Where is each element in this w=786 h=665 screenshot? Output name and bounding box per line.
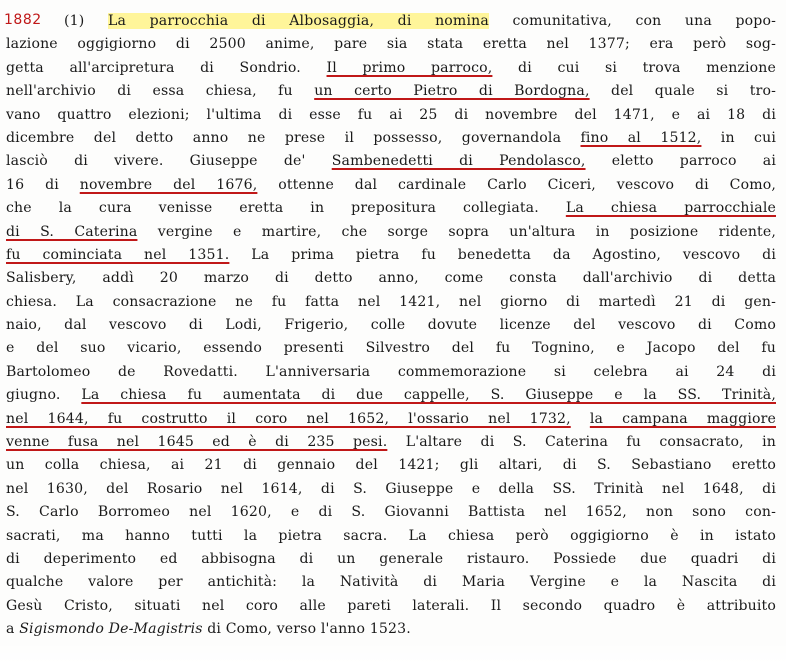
text-line	[6, 314, 776, 337]
text-run: (1)	[64, 13, 108, 29]
text-run: getta all'arcipretura di Sondrio.	[6, 59, 327, 76]
underlined-phrase: Sambenedetti di Pendolasco,	[331, 153, 586, 170]
text-run: lasciò di vivere. Giuseppe de'	[6, 153, 332, 170]
text-run: giugno.	[6, 387, 82, 404]
text-line	[6, 478, 776, 501]
underlined-phrase: fino al 1512,	[580, 129, 702, 146]
text-run	[571, 411, 590, 427]
text-line	[6, 267, 776, 290]
text-run: vergine e martire, che sorge sopra un'altura in posizione ridente,	[137, 223, 776, 240]
text-line	[6, 454, 776, 477]
text-line	[6, 501, 776, 524]
text-line	[6, 80, 776, 103]
text-run: qualche valore per antichità: la Natività di Maria Vergine e la Nascita di	[6, 574, 776, 591]
text-run: in cui	[701, 129, 776, 146]
text-run: S. Carlo Borromeo nel 1620, e di S. Giovanni Battista nel 1652, non sono con-	[6, 504, 776, 521]
text-line	[6, 33, 776, 56]
italic-name: Sigismondo De-Magistris	[19, 621, 203, 638]
page-bottom-cutoff	[0, 640, 786, 665]
text-run: dicembre del detto anno ne prese il possesso, governandola	[6, 129, 581, 146]
text-run: Bartolomeo de Rovedatti. L'anniversaria commemorazione si celebra ai 24 di	[6, 363, 776, 380]
text-line	[6, 618, 776, 641]
text-run: Salisbery, addì 20 marzo di detto anno, come consta dall'archivio di detta	[6, 270, 776, 287]
text-run: che la cura venisse eretta in prepositura collegiata.	[6, 200, 566, 217]
text-line	[6, 595, 776, 618]
text-run: nel 1630, del Rosario nel 1614, di S. Giuseppe e della SS. Trinità nel 1648, di	[6, 480, 776, 497]
text-line	[6, 571, 776, 594]
underlined-phrase: novembre del 1676,	[79, 176, 258, 193]
text-run: del quale si tro-	[589, 83, 776, 100]
text-line	[6, 384, 776, 407]
underlined-phrase: La chiesa parrocchiale	[565, 200, 776, 217]
text-line	[6, 361, 776, 384]
text-run: L'altare di S. Caterina fu consacrato, in	[387, 434, 776, 451]
text-line	[6, 408, 776, 431]
underlined-phrase: Il primo parroco,	[326, 59, 493, 76]
text-run: vano quattro elezioni; l'ultima di esse fu ai 25 di novembre del 1471, e ai 18 di	[6, 106, 776, 123]
text-run: ottenne dal cardinale Carlo Ciceri, vescovo di Como,	[257, 176, 776, 193]
text-line	[6, 525, 776, 548]
text-line	[6, 244, 776, 267]
underlined-phrase: La chiesa fu aumentata di due cappelle, S. Giuseppe e la SS. Trinità,	[81, 387, 776, 404]
text-run: nell'archivio di essa chiesa, fu	[6, 83, 315, 100]
text-run: e del suo vicario, essendo presenti Silvestro del fu Tognino, e Jacopo del fu	[6, 340, 776, 357]
underlined-phrase: di S. Caterina	[6, 223, 138, 240]
text-run: 16 di	[6, 176, 80, 193]
text-line	[6, 291, 776, 314]
text-run: di cui si trova menzione	[492, 59, 776, 76]
margin-year-note: 1882	[4, 12, 42, 28]
text-line	[6, 197, 776, 220]
underlined-phrase: un certo Pietro di Bordogna,	[314, 83, 590, 100]
text-line	[6, 174, 776, 197]
text-run: eletto parroco ai	[585, 153, 776, 170]
text-line	[6, 57, 776, 80]
text-line	[6, 150, 776, 173]
footnote-text	[6, 10, 776, 642]
underlined-phrase: la campana maggiore	[589, 410, 776, 427]
underlined-phrase: fu cominciata nel 1351.	[6, 246, 230, 263]
highlighted-phrase: La parrocchia di Albosaggia, di nomina	[107, 13, 489, 29]
text-line	[6, 548, 776, 571]
text-run: comunitativa, con una popo-	[488, 13, 776, 29]
text-run: un colla chiesa, ai 21 di gennaio del 1421; gli altari, di S. Sebastiano eretto	[6, 457, 776, 474]
underlined-phrase: nel 1644, fu costrutto il coro nel 1652, l'ossario nel 1732,	[6, 410, 571, 427]
text-run: sacrati, ma hanno tutti la pietra sacra. La chiesa però oggigiorno è in istato	[6, 527, 776, 544]
text-run: a	[6, 621, 20, 638]
underlined-phrase: venne fusa nel 1645 ed è di 235 pesi.	[6, 434, 388, 451]
text-line	[6, 337, 776, 360]
text-run: naio, dal vescovo di Lodi, Frigerio, colle dovute licenze del vescovo di Como	[6, 317, 776, 334]
text-line	[6, 431, 776, 454]
text-run: La prima pietra fu benedetta da Agostino, vescovo di	[229, 246, 776, 263]
text-line	[6, 221, 776, 244]
text-run: di Como, verso l'anno 1523.	[202, 621, 411, 638]
text-run: lazione oggigiorno di 2500 anime, pare sia stata eretta nel 1377; era però sog-	[6, 36, 776, 53]
text-line	[6, 127, 776, 150]
text-run: chiesa. La consacrazione ne fu fatta nel 1421, nel giorno di martedì 21 di gen-	[6, 293, 776, 310]
text-line	[6, 10, 776, 33]
text-line	[6, 104, 776, 127]
text-run: Gesù Cristo, situati nel coro alle pareti laterali. Il secondo quadro è attribuito	[6, 597, 776, 614]
text-run: di deperimento ed abbisogna di un generale ristauro. Possiede due quadri di	[6, 550, 776, 567]
